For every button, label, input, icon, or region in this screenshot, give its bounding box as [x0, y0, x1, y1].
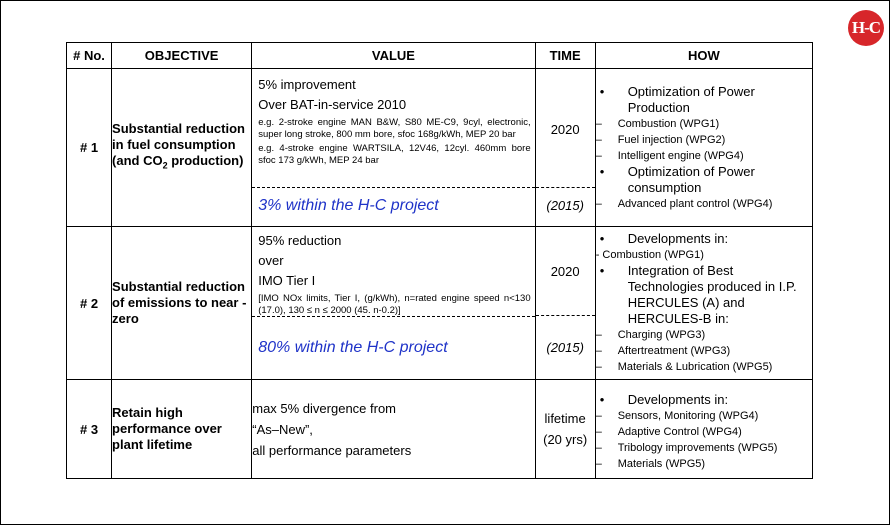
how-item: [596, 116, 812, 132]
how-text: Fuel injection (WPG2): [617, 133, 726, 146]
value-line: Over BAT-in-service 2010: [258, 97, 407, 112]
how-text: Developments in:: [627, 392, 729, 407]
dash-marker: –: [595, 458, 602, 470]
value-note: [IMO NOx limits, Tier I, (g/kWh), n=rated engine speed n<130 (17.0), 130 ≤ n ≤ 2000 (45. n-0.2)]: [258, 292, 531, 316]
how-text: Combustion (WPG1): [617, 117, 720, 130]
project-target: 80% within the H-C project: [252, 316, 534, 379]
objective-cell: Retain high performance over plant lifetime: [112, 380, 252, 479]
how-item: [596, 408, 812, 424]
time-cell: [535, 380, 595, 479]
row-number: # 1: [67, 69, 112, 227]
how-item: [596, 84, 812, 116]
header-row: [67, 43, 813, 69]
time-cell: [535, 69, 595, 227]
value-cell: [252, 227, 535, 380]
how-cell: [595, 380, 812, 479]
dash-marker: –: [595, 133, 602, 146]
how-item: [596, 392, 812, 408]
how-text: Advanced plant control (WPG4): [617, 197, 773, 210]
row-number: # 3: [67, 380, 112, 479]
how-text: - Combustion (WPG1): [595, 249, 704, 261]
how-cell: [595, 227, 812, 380]
header-value: VALUE: [252, 43, 535, 69]
how-item: [596, 247, 812, 263]
how-text: Materials (WPG5): [617, 458, 706, 470]
header-no: # No.: [67, 43, 112, 69]
bullet-marker: •: [599, 231, 605, 246]
how-item: [596, 132, 812, 148]
objective-text: Substantial reduction in fuel consumption (and CO: [112, 121, 245, 169]
table-row-3: [67, 380, 813, 479]
how-text: Tribology improvements (WPG5): [617, 442, 778, 454]
how-text: Sensors, Monitoring (WPG4): [617, 410, 759, 422]
header-objective: OBJECTIVE: [112, 43, 252, 69]
dash-marker: –: [595, 361, 602, 373]
dash-marker: –: [595, 117, 602, 130]
how-text: Adaptive Control (WPG4): [617, 426, 742, 438]
time-main: 2020: [550, 263, 580, 279]
table-row-1: [67, 69, 813, 227]
objective-cell: [112, 69, 252, 227]
value-line: all performance parameters: [252, 442, 412, 458]
how-text: Integration of Best Technologies produced in I.P. HERCULES (A) and HERCULES-B in:: [627, 263, 797, 326]
objective-subscript: 2: [162, 160, 168, 171]
value-note: e.g. 4-stroke engine WARTSILA, 12V46, 12cyl. 460mm bore sfoc 173 g/kWh, MEP 24 bar: [258, 143, 531, 166]
objective-tail: production): [167, 153, 244, 169]
how-text: Developments in:: [627, 231, 729, 246]
how-item: [596, 456, 812, 472]
how-item: [596, 164, 812, 196]
dash-marker: –: [595, 442, 602, 454]
header-how: HOW: [595, 43, 812, 69]
value-line: over: [258, 252, 284, 268]
time-line: (20 yrs): [543, 432, 588, 447]
dash-marker: –: [595, 149, 602, 162]
how-item: [596, 148, 812, 164]
how-text: Intelligent engine (WPG4): [617, 149, 744, 162]
time-cell: [535, 227, 595, 380]
how-item: [596, 263, 812, 327]
project-target: 3% within the H-C project: [252, 187, 534, 223]
dash-marker: –: [595, 410, 602, 422]
time-line: lifetime: [544, 411, 586, 426]
bullet-marker: •: [599, 392, 605, 407]
objective-cell: Substantial reduction of emissions to near - zero: [112, 227, 252, 380]
bullet-marker: •: [599, 83, 605, 99]
how-item: [596, 359, 812, 375]
value-cell: [252, 380, 535, 479]
value-line: 5% improvement: [258, 77, 356, 92]
value-cell: [252, 69, 535, 227]
time-project: (2015): [536, 315, 595, 379]
header-time: TIME: [535, 43, 595, 69]
value-note: e.g. 2-stroke engine MAN B&W, S80 ME-C9, 9cyl, electronic, super long stroke, 800 mm bore, sfoc 168g/kWh, MEP 20 bar: [258, 117, 531, 140]
how-item: [596, 424, 812, 440]
dash-marker: –: [595, 426, 602, 438]
value-line: “As–New”,: [252, 421, 313, 437]
how-item: [596, 440, 812, 456]
how-cell: [595, 69, 812, 227]
time-project: (2015): [536, 187, 595, 224]
how-text: Aftertreatment (WPG3): [617, 345, 731, 357]
objectives-table: [66, 42, 813, 479]
how-text: Materials & Lubrication (WPG5): [617, 361, 773, 373]
time-main: 2020: [550, 121, 580, 137]
bullet-marker: •: [599, 163, 605, 179]
how-item: [596, 327, 812, 343]
row-number: # 2: [67, 227, 112, 380]
table-row-2: [67, 227, 813, 380]
hc-logo: H-C: [848, 10, 884, 46]
how-text: Charging (WPG3): [617, 329, 706, 341]
how-text: Optimization of Power Production: [627, 83, 755, 115]
how-item: [596, 343, 812, 359]
dash-marker: –: [595, 197, 602, 210]
bullet-marker: •: [599, 263, 605, 278]
dash-marker: –: [595, 329, 602, 341]
how-item: [596, 196, 812, 212]
how-item: [596, 231, 812, 247]
how-text: Optimization of Power consumption: [627, 163, 755, 195]
value-line: max 5% divergence from: [252, 400, 397, 416]
value-line: IMO Tier I: [258, 272, 316, 288]
value-line: 95% reduction: [258, 232, 342, 248]
dash-marker: –: [595, 345, 602, 357]
